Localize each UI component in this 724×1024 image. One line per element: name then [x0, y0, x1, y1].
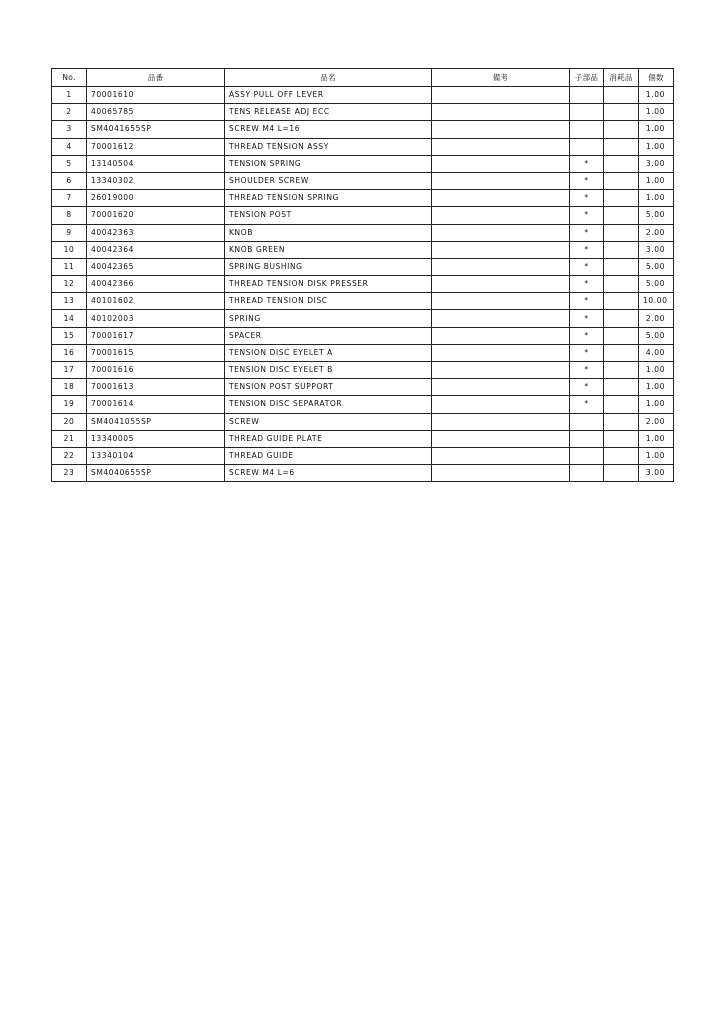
cell-quantity: 1.00 — [639, 121, 674, 138]
cell-no: 14 — [52, 310, 87, 327]
table-row — [52, 104, 674, 121]
cell-part-name: SCREW M4 L=6 — [225, 465, 432, 482]
cell-remarks — [432, 207, 570, 224]
cell-part-name: THREAD TENSION DISC — [225, 293, 432, 310]
cell-quantity: 1.00 — [639, 138, 674, 155]
cell-part-name: THREAD TENSION DISK PRESSER — [225, 276, 432, 293]
cell-sub-part — [570, 87, 604, 104]
cell-consumable — [604, 172, 639, 189]
cell-part-name: THREAD GUIDE — [225, 447, 432, 464]
table-row — [52, 224, 674, 241]
cell-part-number: SM4040655SP — [87, 465, 225, 482]
cell-quantity: 1.00 — [639, 172, 674, 189]
cell-sub-part: * — [570, 258, 604, 275]
cell-consumable — [604, 447, 639, 464]
cell-sub-part: * — [570, 344, 604, 361]
cell-quantity: 5.00 — [639, 258, 674, 275]
cell-part-name: SPRING — [225, 310, 432, 327]
header-part-number: 品番 — [87, 69, 225, 87]
cell-sub-part — [570, 465, 604, 482]
cell-consumable — [604, 465, 639, 482]
cell-quantity: 1.00 — [639, 447, 674, 464]
cell-part-number: 70001620 — [87, 207, 225, 224]
cell-no: 10 — [52, 241, 87, 258]
cell-consumable — [604, 430, 639, 447]
cell-no: 22 — [52, 447, 87, 464]
cell-consumable — [604, 121, 639, 138]
cell-part-number: 70001616 — [87, 362, 225, 379]
cell-sub-part — [570, 447, 604, 464]
table-row — [52, 413, 674, 430]
cell-part-name: SPRING BUSHING — [225, 258, 432, 275]
header-quantity: 個数 — [639, 69, 674, 87]
cell-remarks — [432, 224, 570, 241]
cell-sub-part — [570, 430, 604, 447]
cell-remarks — [432, 138, 570, 155]
cell-part-number: 13140504 — [87, 155, 225, 172]
table-row — [52, 327, 674, 344]
cell-no: 16 — [52, 344, 87, 361]
cell-quantity: 1.00 — [639, 362, 674, 379]
cell-remarks — [432, 121, 570, 138]
cell-part-number: SM4041655SP — [87, 121, 225, 138]
cell-part-name: SCREW — [225, 413, 432, 430]
table-row — [52, 258, 674, 275]
cell-part-number: 40042364 — [87, 241, 225, 258]
cell-consumable — [604, 413, 639, 430]
cell-remarks — [432, 155, 570, 172]
cell-quantity: 1.00 — [639, 104, 674, 121]
cell-quantity: 5.00 — [639, 276, 674, 293]
cell-part-name: THREAD TENSION ASSY — [225, 138, 432, 155]
cell-part-name: TENSION DISC EYELET A — [225, 344, 432, 361]
cell-quantity: 1.00 — [639, 430, 674, 447]
table-row — [52, 310, 674, 327]
cell-part-name: SHOULDER SCREW — [225, 172, 432, 189]
cell-part-number: 70001613 — [87, 379, 225, 396]
cell-remarks — [432, 379, 570, 396]
cell-no: 11 — [52, 258, 87, 275]
cell-sub-part: * — [570, 241, 604, 258]
cell-part-number: 70001612 — [87, 138, 225, 155]
cell-no: 4 — [52, 138, 87, 155]
cell-remarks — [432, 310, 570, 327]
cell-consumable — [604, 241, 639, 258]
table-row — [52, 155, 674, 172]
cell-part-name: SCREW M4 L=16 — [225, 121, 432, 138]
cell-consumable — [604, 327, 639, 344]
cell-part-name: TENS RELEASE ADJ ECC — [225, 104, 432, 121]
table-row — [52, 276, 674, 293]
table-header — [52, 69, 674, 87]
cell-no: 19 — [52, 396, 87, 413]
cell-sub-part: * — [570, 276, 604, 293]
table-row — [52, 138, 674, 155]
cell-sub-part: * — [570, 224, 604, 241]
cell-sub-part: * — [570, 207, 604, 224]
cell-quantity: 4.00 — [639, 344, 674, 361]
table-row — [52, 207, 674, 224]
cell-part-number: 40102003 — [87, 310, 225, 327]
cell-quantity: 3.00 — [639, 155, 674, 172]
table-row — [52, 362, 674, 379]
cell-sub-part: * — [570, 362, 604, 379]
cell-part-number: 40065785 — [87, 104, 225, 121]
cell-part-number: 13340302 — [87, 172, 225, 189]
cell-part-number: 70001610 — [87, 87, 225, 104]
cell-no: 23 — [52, 465, 87, 482]
cell-part-name: KNOB GREEN — [225, 241, 432, 258]
header-row — [52, 69, 674, 87]
cell-part-name: THREAD GUIDE PLATE — [225, 430, 432, 447]
cell-consumable — [604, 344, 639, 361]
cell-part-number: 13340005 — [87, 430, 225, 447]
cell-quantity: 5.00 — [639, 207, 674, 224]
cell-quantity: 2.00 — [639, 310, 674, 327]
table-row — [52, 241, 674, 258]
cell-part-name: TENSION DISC EYELET B — [225, 362, 432, 379]
cell-no: 1 — [52, 87, 87, 104]
cell-part-number: 70001615 — [87, 344, 225, 361]
cell-part-name: KNOB — [225, 224, 432, 241]
cell-quantity: 10.00 — [639, 293, 674, 310]
header-part-name: 品名 — [225, 69, 432, 87]
cell-part-name: TENSION SPRING — [225, 155, 432, 172]
cell-remarks — [432, 327, 570, 344]
header-consumable: 消耗品 — [604, 69, 639, 87]
cell-part-number: 26019000 — [87, 190, 225, 207]
cell-part-number: 40042365 — [87, 258, 225, 275]
cell-no: 9 — [52, 224, 87, 241]
header-remarks: 備考 — [432, 69, 570, 87]
table-row — [52, 121, 674, 138]
cell-remarks — [432, 87, 570, 104]
cell-no: 7 — [52, 190, 87, 207]
cell-no: 20 — [52, 413, 87, 430]
cell-part-number: 13340104 — [87, 447, 225, 464]
cell-remarks — [432, 293, 570, 310]
table-row — [52, 447, 674, 464]
cell-no: 21 — [52, 430, 87, 447]
cell-sub-part — [570, 138, 604, 155]
cell-consumable — [604, 396, 639, 413]
cell-quantity: 1.00 — [639, 190, 674, 207]
cell-consumable — [604, 379, 639, 396]
cell-quantity: 1.00 — [639, 379, 674, 396]
cell-quantity: 2.00 — [639, 413, 674, 430]
cell-consumable — [604, 87, 639, 104]
cell-part-name: TENSION POST SUPPORT — [225, 379, 432, 396]
cell-sub-part: * — [570, 327, 604, 344]
cell-no: 2 — [52, 104, 87, 121]
cell-no: 6 — [52, 172, 87, 189]
header-sub-part: 子部品 — [570, 69, 604, 87]
cell-part-number: 40101602 — [87, 293, 225, 310]
cell-sub-part: * — [570, 155, 604, 172]
cell-consumable — [604, 138, 639, 155]
cell-part-name: ASSY PULL OFF LEVER — [225, 87, 432, 104]
cell-quantity: 2.00 — [639, 224, 674, 241]
cell-sub-part — [570, 413, 604, 430]
cell-part-number: 40042366 — [87, 276, 225, 293]
cell-consumable — [604, 224, 639, 241]
table-body — [52, 87, 674, 482]
cell-sub-part: * — [570, 172, 604, 189]
cell-no: 3 — [52, 121, 87, 138]
cell-no: 15 — [52, 327, 87, 344]
cell-sub-part: * — [570, 396, 604, 413]
cell-remarks — [432, 172, 570, 189]
table-row — [52, 190, 674, 207]
cell-no: 12 — [52, 276, 87, 293]
cell-quantity: 1.00 — [639, 87, 674, 104]
cell-remarks — [432, 258, 570, 275]
cell-sub-part: * — [570, 310, 604, 327]
cell-remarks — [432, 362, 570, 379]
cell-no: 8 — [52, 207, 87, 224]
cell-remarks — [432, 190, 570, 207]
cell-quantity: 3.00 — [639, 465, 674, 482]
cell-remarks — [432, 396, 570, 413]
cell-part-number: SM4041055SP — [87, 413, 225, 430]
table-row — [52, 379, 674, 396]
cell-consumable — [604, 310, 639, 327]
header-no: No. — [52, 69, 87, 87]
cell-sub-part: * — [570, 190, 604, 207]
cell-consumable — [604, 362, 639, 379]
cell-consumable — [604, 207, 639, 224]
table-row — [52, 293, 674, 310]
table-row — [52, 430, 674, 447]
cell-remarks — [432, 430, 570, 447]
table-row — [52, 465, 674, 482]
cell-consumable — [604, 155, 639, 172]
cell-consumable — [604, 104, 639, 121]
cell-remarks — [432, 344, 570, 361]
table-row — [52, 172, 674, 189]
cell-consumable — [604, 276, 639, 293]
table-row — [52, 344, 674, 361]
cell-sub-part: * — [570, 293, 604, 310]
cell-part-name: TENSION DISC SEPARATOR — [225, 396, 432, 413]
table-row — [52, 87, 674, 104]
cell-quantity: 3.00 — [639, 241, 674, 258]
cell-part-number: 40042363 — [87, 224, 225, 241]
cell-sub-part — [570, 121, 604, 138]
cell-remarks — [432, 447, 570, 464]
cell-sub-part — [570, 104, 604, 121]
cell-remarks — [432, 104, 570, 121]
parts-list-table — [51, 68, 674, 482]
cell-remarks — [432, 241, 570, 258]
cell-consumable — [604, 293, 639, 310]
cell-remarks — [432, 276, 570, 293]
cell-no: 17 — [52, 362, 87, 379]
cell-part-number: 70001617 — [87, 327, 225, 344]
cell-part-name: SPACER — [225, 327, 432, 344]
cell-sub-part: * — [570, 379, 604, 396]
cell-no: 5 — [52, 155, 87, 172]
cell-part-number: 70001614 — [87, 396, 225, 413]
cell-part-name: THREAD TENSION SPRING — [225, 190, 432, 207]
cell-quantity: 1.00 — [639, 396, 674, 413]
table-row — [52, 396, 674, 413]
cell-consumable — [604, 258, 639, 275]
cell-no: 18 — [52, 379, 87, 396]
cell-remarks — [432, 465, 570, 482]
cell-quantity: 5.00 — [639, 327, 674, 344]
cell-part-name: TENSION POST — [225, 207, 432, 224]
cell-consumable — [604, 190, 639, 207]
cell-no: 13 — [52, 293, 87, 310]
cell-remarks — [432, 413, 570, 430]
